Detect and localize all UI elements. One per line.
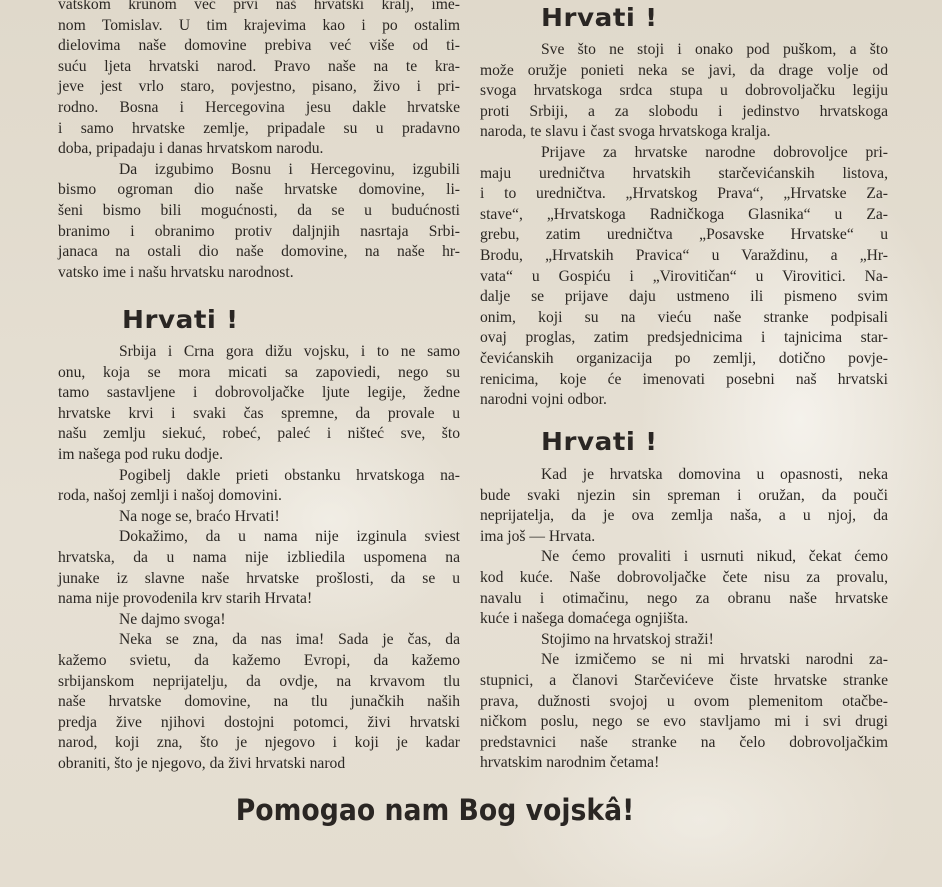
text-line: roda, našoj zemlji i našoj domovini. [58, 487, 282, 505]
text-line: može oružje ponieti neka se javi, da drage volje od [480, 61, 888, 79]
text-line: kod kuće. Naše dobrovoljačke čete nisu za provalu, [480, 568, 888, 586]
text-line: onim, koji su na vieću naše stranke podpisali [480, 308, 888, 326]
text-line: Brodu, „Hrvatskih Pravica“ u Varaždinu, a „Hr- [480, 246, 888, 264]
text-line: grebu, zatim uredničtva „Posavske Hrvatske“ u [480, 226, 888, 244]
text-line: hrvatskim narodnim četama! [480, 754, 660, 772]
text-line: Prijave za hrvatske narodne dobrovoljce pri- [541, 143, 888, 161]
text-line: srbijanskom neprijatelju, da ovdje, na krvavom tlu [58, 672, 460, 690]
text-line: Srbija i Crna gora dižu vojsku, i to ne samo [119, 343, 460, 360]
text-line: Ne ćemo provaliti i usrnuti nikud, čekat ćemo [541, 548, 888, 566]
text-line: vatsko ime i našu hrvatsku narodnost. [58, 263, 294, 281]
text-line: hrvatske krvi i svaki čas spremne, da provale u [58, 404, 460, 422]
text-line: naše hrvatske domovine, na tlu junačkih naših [58, 693, 460, 711]
text-line: predja žive njihovi dostojni potomci, živi hrvatski [58, 713, 460, 731]
text-line: i samo hrvatske zemlje, pripadale su u pradavno [58, 119, 460, 137]
text-line: Sve što ne stoji i onako pod puškom, a što [541, 41, 888, 58]
text-line: obraniti, što je njegovo, da živi hrvatski narod [58, 754, 346, 772]
text-line: narodni vojni odbor. [480, 391, 607, 409]
text-line: proti Srbiji, a za slobodu i jedinstvo hrvatskoga [480, 102, 888, 120]
text-line: našu zemlju siekuć, robeć, paleć i ništeć sve, što [58, 425, 460, 443]
text-line: doba, pripadaju i danas hrvatskom narodu. [58, 140, 324, 158]
right-column-block-2 [480, 465, 888, 774]
text-line: renicima, koje će imenovati posebni naš hrvatski [480, 370, 888, 388]
text-line: Ne dajmo svoga! [119, 610, 226, 628]
text-line: Na noge se, braćo Hrvati! [119, 507, 280, 525]
text-line: kažemo svietu, da kažemo Evropi, da kažemo [58, 651, 460, 669]
text-line: neprijatelja, da je ova zemlja naša, a u njoj, da [480, 507, 888, 525]
text-line: jeve jest vrlo staro, povjestno, pisano, živo i pri- [58, 78, 460, 96]
text-line: navalu i otimačinu, nego za obranu naše hrvatske [480, 589, 888, 607]
text-line: nama nije provodenila krv starih Hrvata! [58, 590, 313, 608]
text-line: rodno. Bosna i Hercegovina jesu dakle hrvatske [58, 98, 460, 116]
text-line: janaca na ostali dio naše domovine, na naše hr- [58, 243, 460, 261]
text-line: svoga hrvatskoga srdca stupa u dobrovoljačku legiju [480, 82, 888, 100]
text-line: ima još — Hrvata. [480, 527, 596, 545]
text-line: dalje se prijave daju ustmeno ili pismeno svim [480, 288, 888, 306]
text-line: Kad je hrvatska domovina u opasnosti, neka [541, 466, 888, 483]
text-line: stave“, „Hrvatskoga Radničkoga Glasnika“ u Za- [480, 205, 888, 223]
text-line: junake iz slavne naše hrvatske prošlosti, da se u [58, 569, 460, 587]
text-line: predstavnici naše stranke na čelo dobrovoljačkim [480, 733, 888, 751]
left-column-block-1 [58, 0, 460, 283]
text-line: dielovima naše domovine prebiva već više od ti- [58, 37, 460, 55]
heading-hrvati: Hrvati ! [541, 427, 658, 456]
text-line: Pogibelj dakle prieti obstanku hrvatskoga na- [119, 466, 460, 484]
left-column-block-2 [58, 342, 460, 774]
text-line: stupnici, a članovi Starčevićeve čiste hrvatske stranke [480, 671, 888, 689]
text-line: vatskom krunom već prvi naš hrvatski kralj, ime- [58, 0, 460, 13]
text-line: onu, koja se mora micati sa zapoviedi, nego su [58, 363, 460, 381]
text-line: ničkom poslu, nego se evo stavljamo mi i svi drugi [480, 713, 888, 731]
text-line: šeni bismo bili mogućnosti, da se u budućnosti [58, 201, 460, 219]
text-line: bude svaki njezin sin spreman i oružan, da pouči [480, 486, 888, 504]
text-line: branimo i obranimo protiv daljnjih nasrtaja Srbi- [58, 222, 460, 240]
text-line: vata“ u Gospiću i „Virovitičan“ u Virovitici. Na- [480, 267, 888, 285]
text-line: im našega pod ruku dodje. [58, 445, 223, 463]
heading-hrvati: Hrvati ! [541, 3, 658, 32]
text-line: čevićanskih organizacija po zemlji, dotično povje- [480, 349, 888, 367]
text-line: prava, dužnosti svojoj u ovom plemenitom otačbe- [480, 692, 888, 710]
text-line: nom Tomislav. U tim krajevima kao i po ostalim [58, 16, 460, 34]
text-line: narod, koji zna, što je njegovo i koji je kadar [58, 734, 460, 752]
text-line: maju uredničtva hrvatskih starčevićanskih listova, [480, 164, 888, 182]
text-line: naroda, te slavu i čast svoga hrvatskoga kralja. [480, 123, 771, 141]
right-column-block-1 [480, 40, 888, 411]
text-line: Da izgubimo Bosnu i Hercegovinu, izgubili [119, 160, 460, 178]
text-line: Stojimo na hrvatskoj straži! [541, 630, 714, 648]
text-line: kuće i našega domaćega ognjišta. [480, 610, 689, 628]
closing-slogan: Pomogao nam Bog vojskâ! [235, 793, 635, 827]
heading-hrvati: Hrvati ! [122, 305, 239, 334]
text-line: Neka se zna, da nas ima! Sada je čas, da [119, 631, 460, 649]
text-line: Dokažimo, da u nama nije izginula sviest [119, 528, 460, 546]
text-line: ovaj proglas, zatim predsjednicima i tajnicima star- [480, 329, 888, 347]
text-line: i to uredničtva. „Hrvatskog Prava“, „Hrvatske Za- [480, 185, 888, 203]
text-line: tamo sastavljene i dobrovoljačke ljute legije, žedne [58, 384, 460, 402]
text-line: Ne izmičemo se ni mi hrvatski narodni za- [541, 651, 888, 669]
text-line: bismo ogroman dio naše hrvatske domovine, li- [58, 181, 460, 199]
text-line: suću ljeta hrvatski narod. Pravo naše na te kra- [58, 57, 460, 75]
text-line: hrvatska, da u nama nije izbliedila uspomena na [58, 548, 460, 566]
